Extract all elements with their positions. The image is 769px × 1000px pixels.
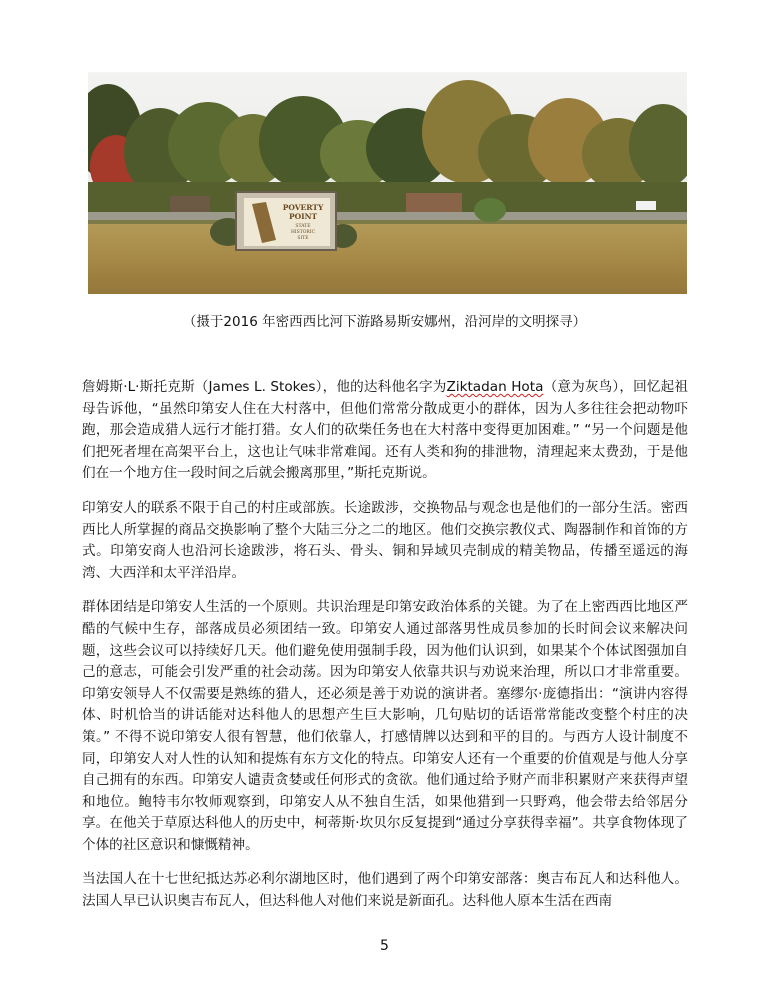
building-shelter [170,196,210,212]
sign-line-3: STATE [295,224,311,229]
body-text [82,377,688,926]
sign-line-2: POINT [288,212,318,221]
page-number: 5 [380,938,389,954]
building-visitor-center [406,193,462,213]
poverty-point-sign [236,192,336,250]
paragraph-1 [82,377,688,485]
paragraph-2: 印第安人的联系不限于自己的村庄或部族。长途跋涉，交换物品与观念也是他们的一部分生活。密西西比人所掌握的商品交换影响了整个大陆三分之二的地区。他们交换宗教仪式、陶器制作和首饰的方式。印第安商人也沿河长途跋涉，将石头、骨头、铜和异域贝壳制成的精美物品，传播至遥远的海湾、大西洋和太平洋沿岸。 [82,499,688,581]
paragraph-4: 当法国人在十七世纪抵达苏必利尔湖地区时，他们遇到了两个印第安部落：奥吉布瓦人和达科他人。法国人早已认识奥吉布瓦人，但达科他人对他们来说是新面孔。达科他人原本生活在西南 [82,871,688,910]
parked-car [636,201,656,210]
sign-line-1: POVERTY [282,203,324,212]
dakota-name-underlined: Ziktadan Hota [446,379,544,395]
paragraph-1-before: 詹姆斯·L·斯托克斯（James L. Stokes），他的达科他名字为 [82,379,447,395]
poverty-point-site-photo [88,72,687,294]
paragraph-1-after: （意为灰鸟），回忆起祖母告诉他，“虽然印第安人住在大村落中，但他们常常分散成更小的群体，因为人多往往会把动物吓跑，那会造成猎人远行才能打猎。女人们的砍柴任务也在大村落中变得更加困难。” “另一个问题是他们把死者埋在高架平台上，这也让气味非常难闻。还有人类和狗的排泄物，清理起来太费劲，于是他们在一个地方住一段时间之后就会搬离那里，”斯托克斯说。 [82,379,689,482]
sign-line-4: HISTORIC [290,230,316,235]
sign-line-5: SITE [297,236,309,241]
paragraph-3: 群体团结是印第安人生活的一个原则。共识治理是印第安政治体系的关键。为了在上密西西比地区严酷的气候中生存，部落成员必须团结一致。印第安人通过部落男性成员参加的长时间会议来解决问题，这些会议可以持续好几天。他们避免使用强制手段，因为他们认识到，如果某个个体试图强加自己的意志，可能会引发严重的社会动荡。因为印第安人依靠共识与劝说来治理，所以口才非常重要。印第安领导人不仅需要是熟练的猎人，还必须是善于劝说的演讲者。塞缪尔·庞德指出：“演讲内容得体、时机恰当的讲话能对达科他人的思想产生巨大影响，几句贴切的话语常常能改变整个村庄的决策。” 不得不说印第安人很有智慧，他们依靠人，打感情牌以达到和平的目的。与西方人设计制度不同，印第安人对人性的认知和提炼有东方文化的特点。印第安人还有一个重要的价值观是与他人分享自己拥有的东西。印第安人谴责贪婪或任何形式的贪欲。他们通过给予财产而非积累财产来获得声望和地位。鲍特韦尔牧师观察到，印第安人从不独自生活，如果他猎到一只野鸡，他会带去给邻居分享。在他关于草原达科他人的历史中，柯蒂斯·坎贝尔反复提到“通过分享获得幸福”。共享食物体现了个体的社区意识和慷慨精神。 [82,599,688,853]
photo-caption: （摄于2016 年密西西比河下游路易斯安娜州，沿河岸的文明探寻） [182,314,587,330]
